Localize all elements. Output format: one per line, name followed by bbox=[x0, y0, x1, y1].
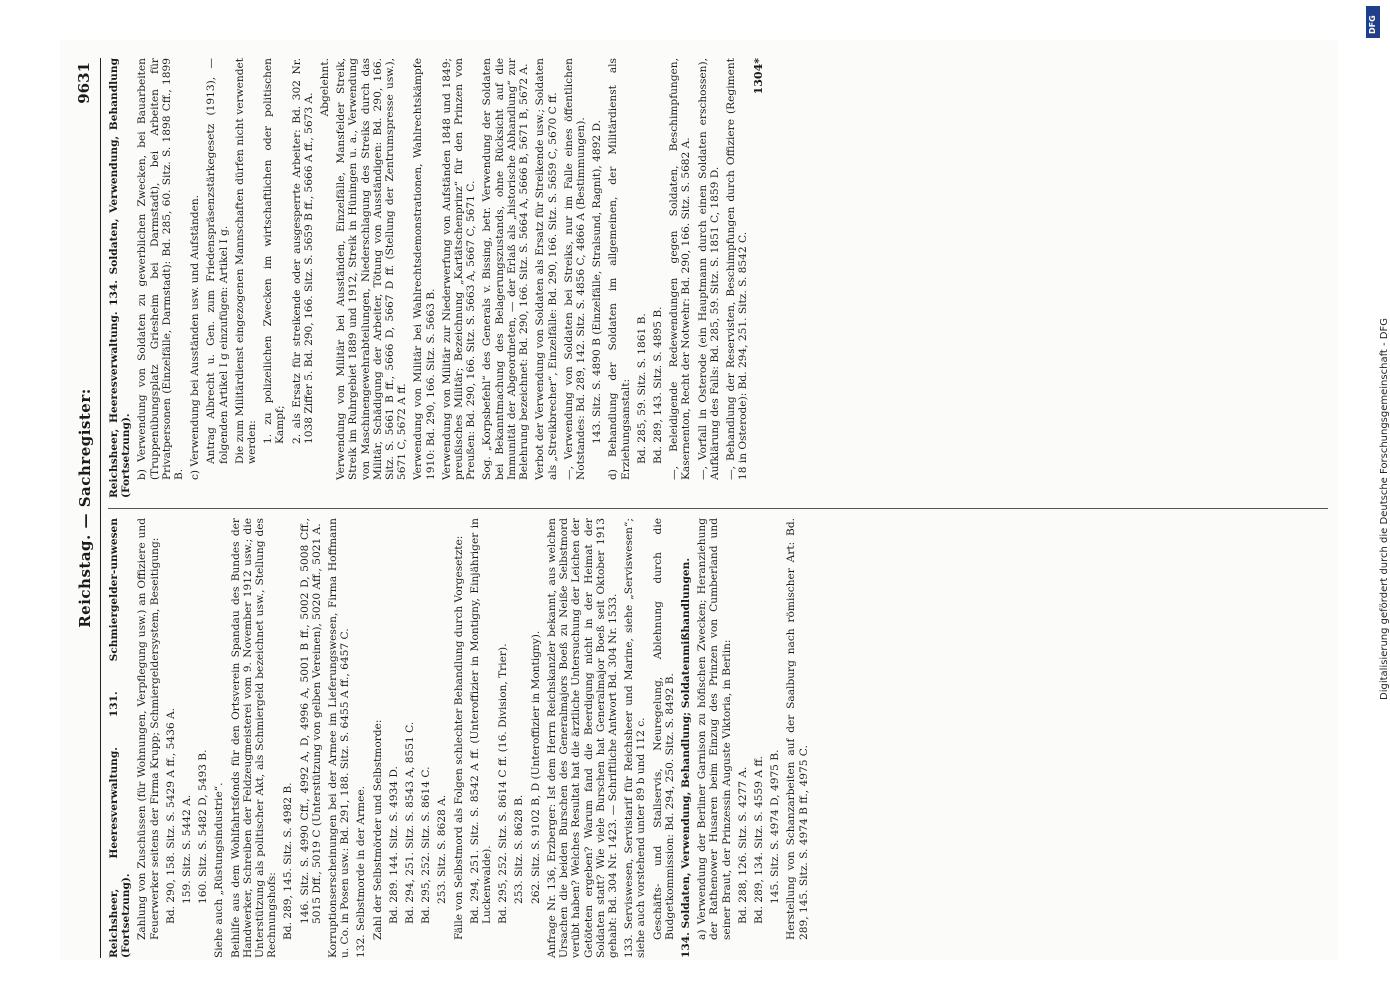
register-entry: Bd. 288, 126. Sitz. S. 4277 A. bbox=[736, 766, 749, 924]
column-divider bbox=[108, 508, 1328, 509]
register-entry: —, Beleidigende Redewendungen gegen Soldaten, Beschimpfungen, Kasernenton, Recht der Notwehr: Bd. 290, 166. Sitz. S. 5682 A. bbox=[668, 58, 693, 480]
register-entry: Abgelehnt. bbox=[319, 58, 332, 117]
register-entry: Bd. 294, 251. Sitz. S. 8543 A, 8551 C. bbox=[404, 721, 417, 924]
register-entry: 143. Sitz. S. 4890 B (Einzelfälle, Stralsund, Ragnit), 4892 D. bbox=[591, 120, 604, 444]
register-entry: Sog. „Korpsbefehl“ des Generals v. Bissing, betr. Verwendung der Soldaten bei Bekanntmachung des Belagerungszustands, ohne Rücksicht auf die Immunität der Abgeordneten, — der Erlaß als „historische Abhandlung“ zur Belehrung bezeichnet: Bd. 290, 166. Sitz. S. 5664 A, 5666 B, 5671 B, 5672 A. bbox=[481, 58, 531, 480]
register-entry: Die zum Militärdienst eingezogenen Mannschaften dürfen nicht verwendet werden: bbox=[233, 58, 259, 464]
register-entry: 253. Sitz. S. 8628 A. bbox=[436, 794, 449, 904]
rotated-register-page bbox=[74, 58, 1344, 958]
register-entry: Bd. 289. 144. Sitz. S. 4934 D. bbox=[387, 766, 400, 924]
register-entry: 253. Sitz. S. 8628 B. bbox=[513, 794, 526, 904]
register-entry: 132. Selbstmorde in der Armee. bbox=[355, 786, 368, 958]
register-entry: Verwendung von Militär zur Niederwerfung von Aufständen 1848 und 1849; preußisches Militär; Bezeichnung „Kartätschenprinz“ für den Prinzen von Preußen: Bd. 290, 166. Sitz. S. 5663 A, 5667 C, 5671 C. bbox=[440, 58, 478, 480]
register-entry: Geschäfts- und Stallservis, Neuregelung, Ablehnung durch die Budgetkommission: Bd. 294, 250. Sitz. S. 8492 B. bbox=[651, 518, 676, 940]
register-entry: a) Verwendung der Berliner Garnison zu höfischen Zwecken; Heranziehung der Rathenower Husaren beim Einzug des Prinzen von Cumberland und seiner Braut, der Prinzessin Auguste Viktoria, in Berlin: bbox=[696, 518, 733, 940]
register-entry: 159. Sitz. S. 5442 A. bbox=[181, 794, 194, 904]
dfg-logo-text: DFG bbox=[1368, 15, 1377, 34]
register-entry: Zahlung von Zuschüssen (für Wohnungen, Verpflegung usw.) an Offiziere und Feuerwerker seitens der Firma Krupp; Schmiergeldersystem, Beseitigung: bbox=[136, 518, 161, 940]
register-entry: c) Verwendung bei Ausständen usw. und Aufständen. bbox=[189, 194, 202, 480]
margin-credit bbox=[1365, 0, 1390, 1000]
register-entry: Bd. 294, 251. Sitz. S. 8542 A ff. (Unteroffizier in Montigny, Einjähriger in Luckenwalde). bbox=[468, 518, 494, 924]
register-entry: b) Verwendung von Soldaten zu gewerblichen Zwecken, bei Bauarbeiten (Truppenübungsplatz Griesheim bei Darmstadt), bei Arbeiten für Privatpersonen (Einzelfälle, Darmstadt): Bd. 285, 60. Sitz. S. 1898 Cff., 1899 B. bbox=[136, 58, 186, 480]
register-entry: Korruptionserscheinungen bei der Armee im Lieferungswesen, Firma Hoffmann u. Co. in Posen usw.: Bd. 291, 188. Sitz. S. 6455 A ff., 6457 C. bbox=[327, 518, 352, 958]
register-entry: 1. zu polizeilichen Zwecken im wirtschaftlichen oder politischen Kampf; bbox=[262, 58, 287, 444]
running-head bbox=[74, 58, 101, 958]
register-entry: Bd. 285, 59. Sitz. S. 1861 B. bbox=[635, 313, 648, 464]
register-entry: Herstellung von Schanzarbeiten auf der Saalburg nach römischer Art: Bd. 289, 145. Sitz. S. 4974 B ff., 4975 C. bbox=[785, 518, 810, 940]
register-entry: Bd. 289, 143. Sitz. S. 4895 B. bbox=[651, 306, 664, 464]
register-entry: Antrag Albrecht u. Gen. zum Friedenspräsenzstärkegesetz (1913), — folgenden Artikel I g einzufügen: Artikel I g. bbox=[205, 58, 230, 464]
register-entry: 160. Sitz. S. 5482 D, 5493 B. bbox=[197, 749, 210, 904]
register-entry: Anfrage Nr. 136, Erzberger: Ist dem Herrn Reichskanzler bekannt, aus welchen Ursachen die beiden Burschen des Generalmajors Boeß zu Neiße Selbstmord verübt haben? Welches Resultat hat die ärztliche Untersuchung der Leichen der Getöteten ergeben? Warum fand die Beerdigung nicht in der Heimat der Soldaten statt? Wie viele Burschen hat Generalmajor Boeß seit Oktober 1913 gehabt: Bd. 304 Nr. 1423. — Schriftliche Antwort Bd. 304 Nr. 1533. bbox=[545, 518, 619, 958]
register-entry: Siehe auch „Rüstungsindustrie“. bbox=[213, 782, 226, 958]
register-entry: —, Vorfall in Osterode (ein Hauptmann durch einen Soldaten erschossen), Aufklärung des Falls: Bd. 285, 59. Sitz. S. 1851 C, 1859 D. bbox=[696, 58, 721, 480]
register-entry: 145. Sitz. S. 4974 D, 4975 B. bbox=[769, 749, 782, 904]
register-entry: Zahl der Selbstmörder und Selbstmorde: bbox=[371, 719, 384, 940]
register-entry: Bd. 289, 145. Sitz. S. 4982 B. bbox=[282, 782, 295, 940]
register-entry: Beihilfe aus dem Wohlfahrtsfonds für den Ortsverein Spandau des Bundes der Handwerker, Schreiben der Feldzeugmeisterei vom 9. November 1912 usw.; die Unterstützung als politischer Akt, als Schmiergeld bezeichnet usw., Stellung des Rechnungshofs: bbox=[229, 518, 279, 958]
register-entry: Fälle von Selbstmord als Folgen schlechter Behandlung durch Vorgesetzte: bbox=[452, 535, 465, 940]
register-entry: Verwendung von Militär bei Wahlrechtsdemonstrationen, Wahlrechtskämpfe 1910: Bd. 290, 166. Sitz. S. 5663 B. bbox=[412, 58, 437, 480]
register-entry: d) Behandlung der Soldaten im allgemeinen, der Militärdienst als Erziehungsanstalt: bbox=[607, 58, 632, 480]
dfg-logo bbox=[1366, 6, 1380, 38]
register-entry: 2. als Ersatz für streikende oder ausgesperrte Arbeiter: Bd. 302 Nr. 1038 Ziffer 5. Bd. 290, 166. Sitz. S. 5659 B ff., 5666 A ff., 5673 A. bbox=[290, 58, 315, 444]
register-entry: 262. Sitz. S. 9102 B, D (Unteroffizier in Montigny). bbox=[529, 630, 542, 904]
left-column bbox=[108, 518, 814, 958]
signature-mark: 1304* bbox=[752, 58, 766, 95]
register-entry: —, Verwendung von Soldaten bei Streiks, nur im Falle eines öffentlichen Notstandes: Bd. 289, 142. Sitz. S. 4856 C, 4866 A (Bestimmungen). bbox=[562, 58, 587, 480]
register-entry: Verbot der Verwendung von Soldaten als Ersatz für Streikende usw.; Soldaten als „Streikbrecher“, Einzelfälle: Bd. 290, 166. Sitz. S. 5659 C, 5670 C ff. bbox=[534, 58, 559, 480]
register-entry: Reichsheer, Heeresverwaltung. 134. Soldaten, Verwendung, Behandlung (Fortsetzung). bbox=[108, 58, 133, 498]
register-entry: 146. Sitz. S. 4990 Cff., 4992 A, D, 4996 A, 5001 B ff., 5002 D, 5008 Cff., 5015 Dff., 5019 C (Unterstützung von gelben Vereinen), 5020 Aff., 5021 A. bbox=[298, 518, 323, 924]
dfg-credit-text: Digitalisierung gefördert durch die Deutsche Forschungsgemeinschaft - DFG bbox=[1379, 317, 1390, 700]
register-entry: Verwendung von Militär bei Ausständen, Einzelfälle, Mansfelder Streik, Streik im Ruhrgebiet 1889 und 1912, Streik in Hüningen u. a., Verwendung von Maschinengewehrabteilungen, Niederschlagung des Streiks durch das Militär, Schädigung der Arbeiter, Tötung von Ausständigen: Bd. 290, 166. Sitz. S. 5661 B ff., 5666 D, 5667 D ff. (Stellung der Zentrumspresse usw.), 5671 C, 5672 A ff. bbox=[335, 58, 409, 480]
page-title: Reichstag. — Sachregister: bbox=[76, 388, 94, 628]
right-column bbox=[108, 58, 766, 498]
register-entry: Reichsheer, Heeresverwaltung. 131. Schmiergelder-unwesen (Fortsetzung). bbox=[108, 518, 133, 958]
page-number: 9631 bbox=[75, 62, 93, 104]
register-entry: Bd. 295, 252. Sitz. S. 8614 C. bbox=[420, 766, 433, 924]
register-entry: Bd. 290, 158. Sitz. S. 5429 A ff., 5436 A. bbox=[164, 708, 177, 924]
register-entry: Bd. 289, 134. Sitz. S. 4559 A ff. bbox=[752, 756, 765, 924]
register-entry: Bd. 295, 252. Sitz. S. 8614 C ff. (16. Division, Trier). bbox=[497, 643, 510, 924]
register-entry: —, Behandlung der Reservisten, Beschimpfungen durch Offiziere (Regiment 18 in Osterode): Bd. 294, 251. Sitz. S. 8542 C. bbox=[724, 58, 750, 480]
register-entry: 133. Serviswesen, Servistarif für Reichsheer und Marine, siehe „Serviswesen“; siehe auch vorstehend unter 89 b und 112 c. bbox=[623, 518, 648, 958]
register-entry: 134. Soldaten, Verwendung, Behandlung; Soldatenmißhandlungen. bbox=[679, 557, 692, 958]
